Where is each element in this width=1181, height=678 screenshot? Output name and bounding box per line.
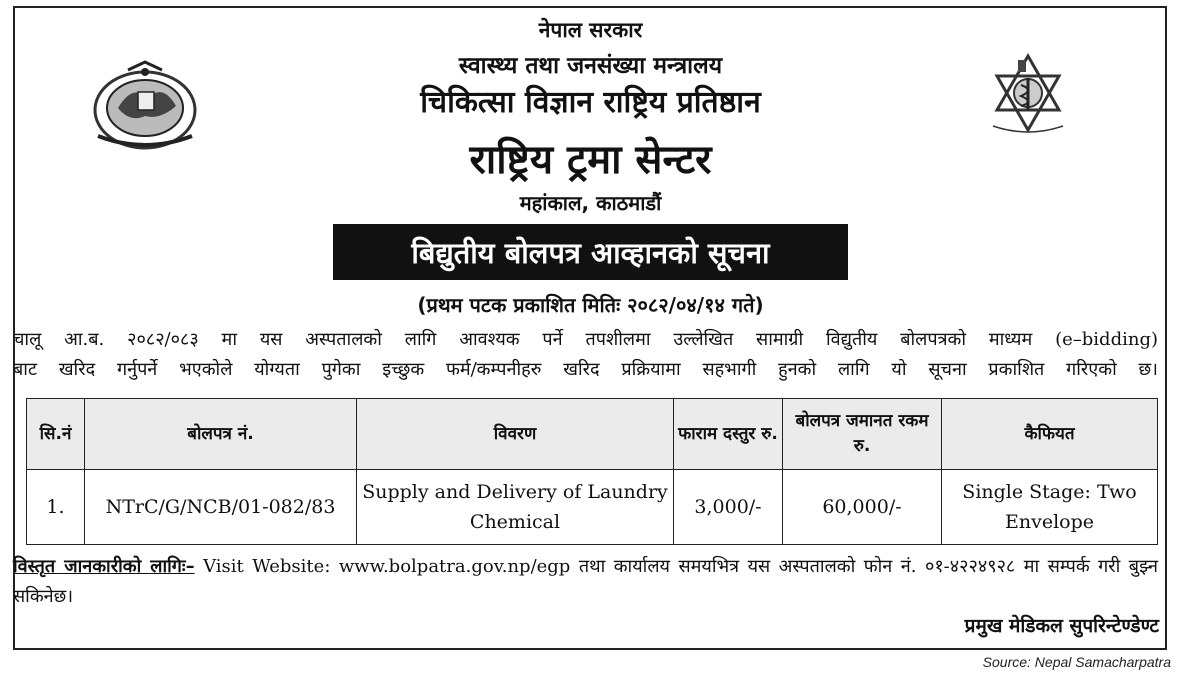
cell-remarks: Single Stage: Two Envelope bbox=[942, 470, 1158, 545]
cell-bid-number: NTrC/G/NCB/01-082/83 bbox=[85, 470, 357, 545]
cell-serial: 1. bbox=[27, 470, 85, 545]
intro-line-1: चालू आ.ब. २०८२/०८३ मा यस अस्पतालको लागि आवश्यक पर्ने तपशीलमा उल्लेखित सामाग्री विद्युतीय बोलपत्रको माध्यम (e–bidding) bbox=[13, 329, 1158, 350]
cell-form-fee: 3,000/- bbox=[674, 470, 783, 545]
cell-bid-security: 60,000/- bbox=[783, 470, 942, 545]
source-credit: Source: Nepal Samacharpatra bbox=[982, 654, 1171, 670]
government-title: नेपाल सरकार bbox=[538, 18, 643, 42]
more-info-paragraph bbox=[13, 552, 1158, 612]
table-header-row bbox=[27, 399, 1158, 470]
header-bid-number: बोलपत्र नं. bbox=[85, 399, 357, 470]
academy-title: चिकित्सा विज्ञान राष्ट्रिय प्रतिष्ठान bbox=[420, 85, 761, 120]
notice-title-banner bbox=[333, 224, 848, 280]
notice-title: बिद्युतीय बोलपत्र आव्हानको सूचना bbox=[411, 235, 770, 270]
signatory-title: प्रमुख मेडिकल सुपरिन्टेण्डेण्ट bbox=[964, 615, 1159, 637]
ministry-title: स्वास्थ्य तथा जनसंख्या मन्त्रालय bbox=[458, 53, 723, 79]
more-info-label: विस्तृत जानकारीको लागिः– bbox=[13, 556, 195, 577]
center-title: राष्ट्रिय ट्रमा सेन्टर bbox=[469, 137, 712, 183]
intro-paragraph bbox=[13, 325, 1158, 385]
tender-table bbox=[26, 398, 1158, 545]
header-bid-security: बोलपत्र जमानत रकम रु. bbox=[783, 399, 942, 470]
publish-date: (प्रथम पटक प्रकाशित मितिः २०८२/०४/१४ गते) bbox=[417, 293, 764, 317]
table-row bbox=[27, 470, 1158, 545]
cell-description: Supply and Delivery of Laundry Chemical bbox=[357, 470, 674, 545]
more-info-text: Visit Website: www.bolpatra.gov.np/egp तथा कार्यालय समयभित्र यस अस्पतालको फोन नं. ०१-४२२४९२८ मा सम्पर्क गरी बुझ्न सकिनेछ। bbox=[13, 556, 1159, 607]
header-remarks: कैफियत bbox=[942, 399, 1158, 470]
header-serial: सि.नं bbox=[27, 399, 85, 470]
header-form-fee: फाराम दस्तुर रु. bbox=[674, 399, 783, 470]
intro-line-2: बाट खरिद गर्नुपर्ने भएकोले योग्यता पुगेका इच्छुक फर्म/कम्पनीहरु खरिद प्रक्रियामा सहभागी हुनको लागि यो सूचना प्रकाशित गरिएको छ। bbox=[13, 359, 1158, 380]
location-text: महांकाल, काठमाडौं bbox=[519, 191, 662, 215]
header-description: विवरण bbox=[357, 399, 674, 470]
